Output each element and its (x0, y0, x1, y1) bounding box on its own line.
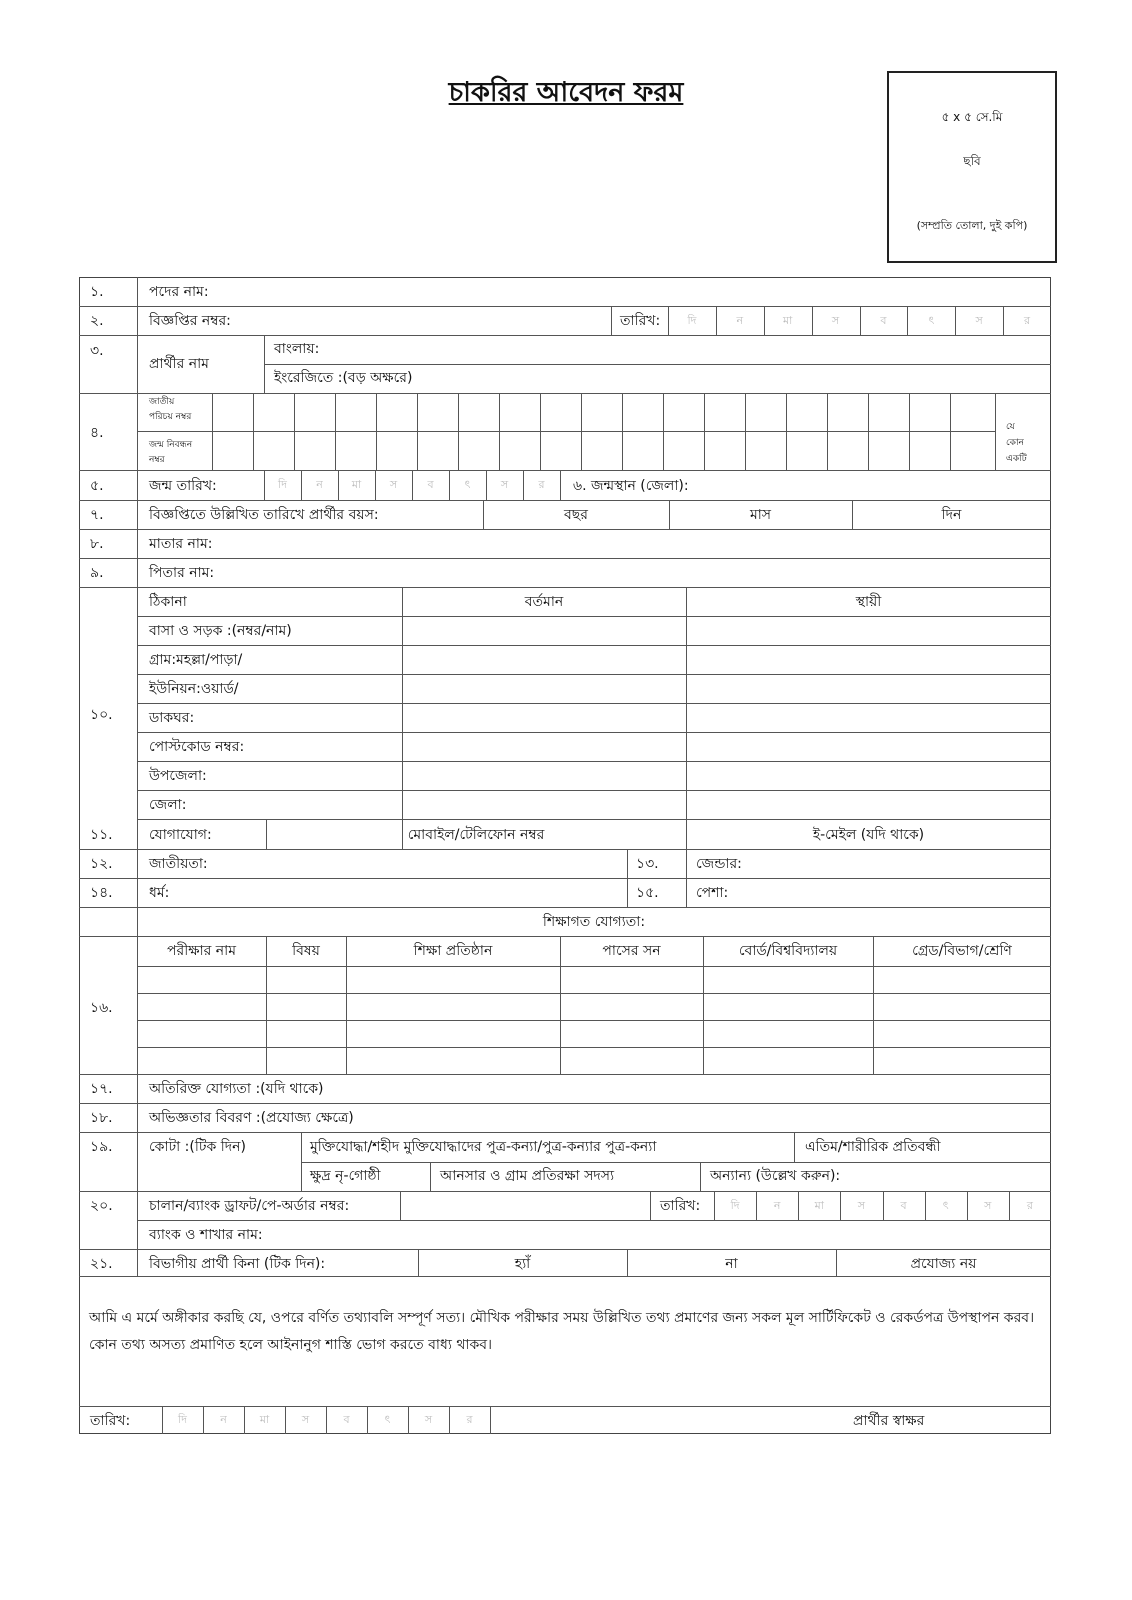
rule-line (137, 1047, 1051, 1048)
footer-date-box: স (301, 1413, 310, 1426)
row-8-number: ৮. (90, 536, 104, 552)
rule-line (79, 907, 1051, 908)
circular-date-box: ব (880, 313, 887, 327)
age-label: বিজ্ঞপ্তিতে উল্লিখিত তারিখে প্রার্থীর বয়স: (149, 507, 379, 523)
circular-number-label: বিজ্ঞপ্তির নম্বর: (149, 313, 231, 329)
education-col-header: পাসের সন (602, 943, 661, 959)
nationality-label: জাতীয়তা: (149, 856, 208, 872)
challan-date-box: ব (900, 1198, 907, 1212)
rule-line (137, 790, 1051, 791)
any-one-label-1: যে (1006, 422, 1015, 432)
rule-line (686, 587, 687, 849)
rule-line (581, 393, 582, 470)
departmental-yes: হ্যাঁ (514, 1256, 531, 1272)
rule-line (499, 393, 500, 470)
education-heading: শিক্ষাগত যোগ্যতা: (542, 914, 646, 930)
rule-line (137, 1220, 1051, 1221)
row-16-number: ১৬. (90, 1000, 113, 1016)
nid-label-2: পরিচয় নম্বর (149, 412, 192, 422)
declaration-text: আমি এ মর্মে অঙ্গীকার করছি যে, ওপরে বর্ণিত তথ্যাবলি সম্পূর্ণ সত্য। মৌখিক পরীক্ষার সময় উল্লিখিত তথ্য প্রমাণের জন্য সকল মূল সার্টিফিকেট ও রেকর্ডপত্র উপস্থাপন করব। কোন তথ্য অসত্য প্রমাণিত হলে আইনানুগ শাস্তি ভোগ করতে বাধ্য থাকব। (89, 1310, 1035, 1353)
rule-line (79, 1074, 1051, 1075)
additional-qualification-label: অতিরিক্ত যোগ্যতা :(যদি থাকে) (149, 1081, 324, 1097)
address-field-label: ইউনিয়ন:ওয়ার্ড/ (149, 681, 239, 697)
birth-date-box: র (538, 478, 545, 491)
rule-line (79, 1249, 1051, 1250)
rule-line (376, 393, 377, 470)
rule-line (137, 645, 1051, 646)
footer-date-label: তারিখ: (90, 1413, 131, 1429)
quota-freedom-fighter: মুক্তিযোদ্ধা/শহীদ মুক্তিযোদ্ধাদের পুত্র-কন্যা/পুত্র-কন্যার পুত্র-কন্যা (310, 1139, 657, 1155)
rule-line (995, 393, 996, 470)
rule-line (253, 393, 254, 470)
row-17-number: ১৭. (90, 1081, 113, 1097)
rule-line (137, 732, 1051, 733)
rule-line (79, 1406, 1051, 1407)
rule-line (137, 674, 1051, 675)
row-1-number: ১. (90, 284, 104, 300)
father-name-label: পিতার নাম: (149, 565, 215, 581)
rule-line (79, 587, 1051, 588)
rule-line (704, 393, 705, 470)
education-col-header: পরীক্ষার নাম (167, 943, 236, 959)
row-18-number: ১৮. (90, 1110, 113, 1126)
applicant-signature-label: প্রার্থীর স্বাক্ষর (853, 1413, 925, 1429)
rule-line (212, 393, 213, 470)
row-12-number: ১২. (90, 856, 113, 872)
rule-line (663, 393, 664, 470)
rule-line (627, 849, 628, 907)
circular-date-box: মা (783, 313, 793, 327)
rule-line (79, 1191, 1051, 1192)
birth-date-box: দি (278, 478, 287, 491)
birthplace-label: ৬. জন্মস্থান (জেলা): (573, 478, 689, 494)
rule-line (458, 393, 459, 470)
bank-branch-label: ব্যাংক ও শাখার নাম: (149, 1227, 263, 1243)
rule-line (264, 364, 1051, 365)
rule-line (490, 1406, 491, 1434)
departmental-no: না (725, 1256, 738, 1272)
birth-date-label: জন্ম তারিখ: (149, 478, 217, 494)
rule-line (137, 277, 138, 1276)
address-label: ঠিকানা (149, 594, 187, 610)
photo-note: (সম্প্রতি তোলা, দুই কপি) (916, 219, 1028, 232)
challan-number-label: চালান/ব্যাংক ড্রাফট/পে-অর্ডার নম্বর: (149, 1198, 350, 1214)
rule-line (560, 470, 561, 500)
row-14-number: ১৪. (90, 885, 113, 901)
row-15-number: ১৫. (636, 885, 659, 901)
rule-line (745, 393, 746, 470)
rule-line (137, 819, 1051, 820)
row-10-number: ১০. (90, 707, 113, 723)
birth-date-box: স (500, 478, 509, 491)
education-col-header: বিষয় (292, 943, 320, 959)
challan-date-box: দি (730, 1198, 740, 1212)
circular-date-label: তারিখ: (620, 313, 661, 329)
rule-line (79, 529, 1051, 530)
rule-line (137, 1020, 1051, 1021)
mother-name-label: মাতার নাম: (149, 536, 213, 552)
row-7-number: ৭. (90, 507, 104, 523)
any-one-label-2: কোন (1006, 438, 1024, 448)
rule-line (950, 393, 951, 470)
age-day-label: দিন (941, 507, 962, 523)
rule-line (786, 393, 787, 470)
rule-line (540, 393, 541, 470)
circular-date-box: দি (687, 313, 697, 327)
rule-line (827, 393, 828, 470)
rule-line (79, 1103, 1051, 1104)
row-4-number: ৪. (90, 425, 104, 441)
row-19-number: ১৯. (90, 1139, 113, 1155)
experience-label: অভিজ্ঞতার বিবরণ :(প্রযোজ্য ক্ষেত্রে) (149, 1110, 354, 1126)
footer-date-box: ৎ (384, 1413, 391, 1426)
quota-label: কোটা :(টিক দিন) (149, 1139, 246, 1155)
address-field-label: পোস্টকোড নম্বর: (149, 739, 245, 755)
challan-date-box: স (984, 1198, 992, 1212)
rule-line (79, 335, 1051, 336)
rule-line (400, 1191, 401, 1220)
age-month-label: মাস (749, 507, 772, 523)
challan-date-box: মা (814, 1198, 824, 1212)
footer-date-box: স (424, 1413, 433, 1426)
education-col-header: বোর্ড/বিশ্ববিদ্যালয় (738, 943, 838, 959)
footer-date-box: মা (259, 1413, 270, 1426)
rule-line (79, 558, 1051, 559)
photo-box (887, 71, 1057, 263)
row-20-number: ২০. (90, 1198, 113, 1214)
rule-line (79, 393, 1051, 394)
rule-line (79, 306, 1051, 307)
contact-label: যোগাযোগ: (149, 827, 212, 843)
rule-line (79, 1132, 1051, 1133)
rule-line (335, 393, 336, 470)
rule-line (417, 393, 418, 470)
footer-date-box: ব (343, 1413, 350, 1426)
challan-date-box: ন (773, 1198, 781, 1212)
row-13-number: ১৩. (636, 856, 659, 872)
challan-date-box: র (1026, 1198, 1033, 1212)
nid-label-1: জাতীয় (149, 397, 175, 407)
permanent-address-header: স্থায়ী (855, 594, 882, 610)
address-field-label: গ্রাম:মহল্লা/পাড়া/ (149, 652, 243, 668)
circular-date-box: স (975, 313, 983, 327)
row-11-number: ১১. (90, 827, 113, 843)
challan-date-box: ৎ (942, 1198, 949, 1212)
education-col-header: শিক্ষা প্রতিষ্ঠান (413, 943, 493, 959)
departmental-candidate-label: বিভাগীয় প্রার্থী কিনা (টিক দিন): (149, 1256, 326, 1272)
rule-line (402, 587, 403, 849)
rule-line (79, 849, 1051, 850)
rule-line (137, 431, 995, 432)
rule-line (909, 393, 910, 470)
any-one-label-3: একটি (1006, 454, 1027, 464)
birth-date-box: ৎ (464, 478, 471, 491)
footer-date-box: দি (178, 1413, 187, 1426)
row-5-number: ৫. (90, 478, 104, 494)
rule-line (79, 1276, 1051, 1277)
address-field-label: বাসা ও সড়ক :(নম্বর/নাম) (149, 623, 292, 639)
applicant-name-label: প্রার্থীর নাম (149, 356, 209, 372)
rule-line (301, 1162, 1051, 1163)
footer-date-box: র (466, 1413, 473, 1426)
name-bangla-label: বাংলায়: (274, 341, 320, 357)
circular-date-box: ন (736, 313, 744, 327)
rule-line (622, 393, 623, 470)
rule-line (137, 936, 1051, 937)
mobile-header: মোবাইল/টেলিফোন নম্বর (407, 827, 545, 843)
row-9-number: ৯. (90, 565, 104, 581)
circular-date-box: র (1024, 313, 1031, 327)
departmental-na: প্রযোজ্য নয় (910, 1256, 977, 1272)
birth-date-box: স (389, 478, 398, 491)
row-2-number: ২. (90, 313, 104, 329)
address-field-label: জেলা: (149, 797, 187, 813)
religion-label: ধর্ম: (149, 885, 170, 901)
footer-date-box: ন (220, 1413, 227, 1426)
challan-date-label: তারিখ: (660, 1198, 701, 1214)
occupation-label: পেশা: (696, 885, 729, 901)
rule-line (79, 878, 1051, 879)
challan-date-box: স (857, 1198, 866, 1212)
rule-line (686, 849, 687, 907)
rule-line (79, 500, 1051, 501)
circular-date-box: স (831, 313, 840, 327)
email-header: ই-মেইল (যদি থাকে) (812, 827, 925, 843)
age-year-label: বছর (564, 507, 588, 523)
birth-date-box: মা (351, 478, 362, 491)
rule-line (611, 306, 612, 335)
rule-line (868, 393, 869, 470)
quota-ansar-vdp: আনসার ও গ্রাম প্রতিরক্ষা সদস্য (440, 1168, 615, 1184)
birth-date-box: ব (427, 478, 434, 491)
quota-others: অন্যান্য (উল্লেখ করুন): (710, 1168, 841, 1184)
education-col-header: গ্রেড/বিভাগ/শ্রেণি (912, 943, 1012, 959)
address-field-label: ডাকঘর: (149, 710, 195, 726)
rule-line (137, 616, 1051, 617)
quota-orphan-disabled: এতিম/শারীরিক প্রতিবন্ধী (805, 1139, 941, 1155)
rule-line (137, 966, 1051, 967)
name-english-label: ইংরেজিতে :(বড় অক্ষরে) (274, 370, 413, 386)
rule-line (700, 1162, 701, 1191)
row-3-number: ৩. (90, 343, 104, 359)
brn-label-1: জন্ম নিবন্ধন (149, 440, 193, 450)
rule-line (794, 1132, 795, 1162)
photo-label: ছবি (963, 154, 981, 168)
form-title: চাকরির আবেদন ফরম (448, 77, 684, 108)
post-name-label: পদের নাম: (149, 284, 209, 300)
address-field-label: উপজেলা: (149, 768, 207, 784)
rule-line (650, 1191, 651, 1220)
photo-size: ৫ x ৫ সে.মি (941, 110, 1003, 124)
quota-ethnic-minority: ক্ষুদ্র নৃ-গোষ্ঠী (310, 1168, 381, 1184)
circular-date-box: ৎ (928, 313, 935, 327)
rule-line (294, 393, 295, 470)
brn-label-2: নম্বর (149, 455, 165, 465)
row-21-number: ২১. (90, 1256, 113, 1272)
present-address-header: বর্তমান (524, 594, 564, 610)
rule-line (137, 993, 1051, 994)
birth-date-box: ন (316, 478, 323, 491)
rule-line (137, 703, 1051, 704)
rule-line (430, 1162, 431, 1191)
gender-label: জেন্ডার: (696, 856, 742, 872)
rule-line (137, 761, 1051, 762)
rule-line (79, 470, 1051, 471)
